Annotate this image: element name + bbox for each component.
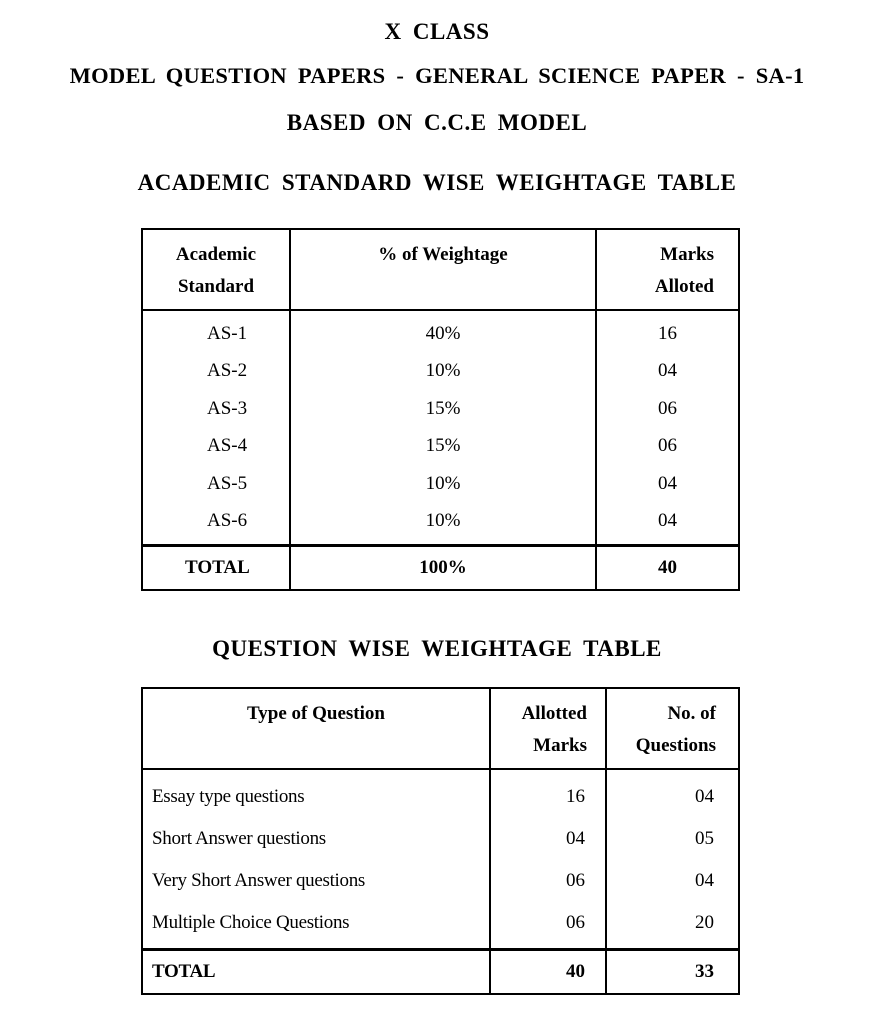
marks-cell: 04 <box>596 503 739 546</box>
marks-alloted-header-line1: Marks <box>660 244 714 265</box>
weightage-cell: 15% <box>290 390 596 428</box>
papers-heading: MODEL QUESTION PAPERS - GENERAL SCIENCE PAPER - SA-1 <box>69 63 805 88</box>
question-count-cell: 04 <box>606 769 739 818</box>
table-row <box>142 390 739 428</box>
table-row <box>142 902 739 950</box>
question-type-cell: Essay type questions <box>142 769 490 818</box>
allotted-marks-header <box>490 688 606 769</box>
basis-heading: BASED ON C.C.E MODEL <box>286 110 588 135</box>
marks-cell: 06 <box>596 390 739 428</box>
marks-cell: 04 <box>596 465 739 503</box>
allotted-marks-cell: 04 <box>490 818 606 860</box>
weightage-cell: 10% <box>290 503 596 546</box>
table-row <box>142 860 739 902</box>
total-row <box>142 950 739 995</box>
question-count-header-line1: No. of <box>667 703 716 724</box>
question-table-header-row <box>142 688 739 769</box>
question-count-cell: 05 <box>606 818 739 860</box>
marks-alloted-header-line2: Alloted <box>654 276 714 297</box>
table-row <box>142 769 739 818</box>
standard-cell: AS-5 <box>142 465 290 503</box>
standard-cell: AS-2 <box>142 353 290 391</box>
question-type-cell: Short Answer questions <box>142 818 490 860</box>
academic-standard-header-line2: Standard <box>177 276 255 297</box>
weightage-cell: 15% <box>290 428 596 466</box>
academic-table-title: ACADEMIC STANDARD WISE WEIGHTAGE TABLE <box>137 170 737 195</box>
allotted-marks-cell: 16 <box>490 769 606 818</box>
total-question-count: 33 <box>606 950 739 995</box>
question-count-header-line2: Questions <box>635 735 716 756</box>
marks-cell: 04 <box>596 353 739 391</box>
marks-cell: 16 <box>596 310 739 353</box>
academic-standard-header-line1: Academic <box>175 244 257 265</box>
question-type-header-text: Type of Question <box>247 703 385 724</box>
class-heading: X CLASS <box>384 19 490 44</box>
allotted-marks-header-line1: Allotted <box>521 703 587 724</box>
weightage-cell: 10% <box>290 353 596 391</box>
table-row <box>142 818 739 860</box>
total-weightage: 100% <box>290 546 596 591</box>
table-row <box>142 428 739 466</box>
academic-table-header-row <box>142 229 739 310</box>
question-count-cell: 20 <box>606 902 739 950</box>
question-count-cell: 04 <box>606 860 739 902</box>
total-row <box>142 546 739 591</box>
table-row <box>142 465 739 503</box>
question-count-header <box>606 688 739 769</box>
question-weightage-table <box>141 687 740 995</box>
total-allotted-marks: 40 <box>490 950 606 995</box>
standard-cell: AS-3 <box>142 390 290 428</box>
allotted-marks-cell: 06 <box>490 902 606 950</box>
weightage-cell: 40% <box>290 310 596 353</box>
total-label: TOTAL <box>142 950 490 995</box>
table-row <box>142 310 739 353</box>
question-type-cell: Multiple Choice Questions <box>142 902 490 950</box>
question-type-cell: Very Short Answer questions <box>142 860 490 902</box>
allotted-marks-cell: 06 <box>490 860 606 902</box>
academic-standard-header <box>142 229 290 310</box>
standard-cell: AS-1 <box>142 310 290 353</box>
question-type-header <box>142 688 490 769</box>
total-marks: 40 <box>596 546 739 591</box>
standard-cell: AS-4 <box>142 428 290 466</box>
allotted-marks-header-line2: Marks <box>533 735 587 756</box>
weightage-cell: 10% <box>290 465 596 503</box>
marks-cell: 06 <box>596 428 739 466</box>
academic-standard-table <box>141 228 740 591</box>
weightage-header-text: % of Weightage <box>378 244 508 265</box>
standard-cell: AS-6 <box>142 503 290 546</box>
table-row <box>142 503 739 546</box>
total-label: TOTAL <box>142 546 290 591</box>
table-row <box>142 353 739 391</box>
weightage-header <box>290 229 596 310</box>
marks-alloted-header <box>596 229 739 310</box>
question-table-title: QUESTION WISE WEIGHTAGE TABLE <box>212 636 662 661</box>
